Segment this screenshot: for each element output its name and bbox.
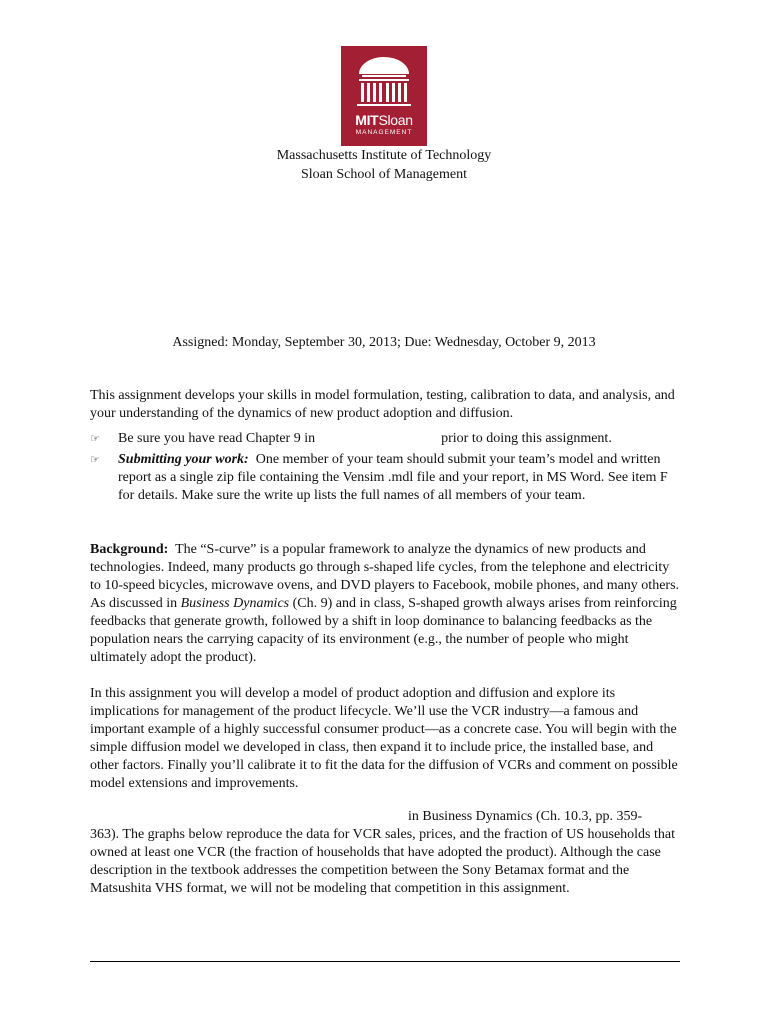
logo-subtitle: MANAGEMENT xyxy=(355,129,413,136)
logo-wordmark: MITSloan xyxy=(355,112,413,128)
assignment-dates: Assigned: Monday, September 30, 2013; Due: Wednesday, October 9, 2013 xyxy=(172,335,596,350)
pointing-hand-icon: ☞ xyxy=(90,432,100,445)
pointing-hand-icon: ☞ xyxy=(90,453,100,466)
assignment-paragraph: In this assignment you will develop a model of product adoption and diffusion and explore its implications for management of the product lifecycle. We’ll use the VCR industry—a famous and important example of a highly successful consumer product—as a concrete case. You will begin with the simple diffusion model we developed in class, then expand it to include price, the installed base, and other factors. Finally you’ll calibrate it to fit the data for the diffusion of VCRs and comment on possible model extensions and improvements. xyxy=(90,686,678,791)
background-paragraph: Background: The “S-curve” is a popular framework to analyze the dynamics of new products and technologies. Indeed, many products go through s-shaped life cycles, from the telephone and electricity to 10-speed bicycles, microwave ovens, and DVD players to Facebook, mobile phones, and many others. As discussed in Business Dynamics (Ch. 9) and in class, S-shaped growth always arises from reinforcing feedbacks that generate growth, followed by a shift in loop dominance to balancing feedbacks as the population nears the carrying capacity of its environment (e.g., the number of people who might ultimately adopt the product). xyxy=(90,542,680,665)
intro-paragraph: This assignment develops your skills in model formulation, testing, calibration to data, and analysis, and your understanding of the dynamics of new product adoption and diffusion. xyxy=(90,388,675,421)
bullet-reading-text: Be sure you have read Chapter 9 in prior to doing this assignment. xyxy=(118,431,612,446)
institution-name: Massachusetts Institute of Technology xyxy=(276,148,492,163)
mit-sloan-logo xyxy=(341,46,427,146)
bullet-submitting-text: Submitting your work: One member of your team should submit your team’s model and written report as a single zip file containing the Vensim .mdl file and your report, in MS Word. See item F for details. Make sure the write up lists the full names of all members of your team. xyxy=(118,452,668,503)
case-paragraph: in Business Dynamics (Ch. 10.3, pp. 359- 363). The graphs below reproduce the data for VCR sales, prices, and the fraction of US households that owned at least one VCR (the fraction of households that have adopted the product). Although the case description in the textbook addresses the competition between the Sony Betamax format and the Matsushita VHS format, we will not be modeling that competition in this assignment. xyxy=(90,809,675,896)
school-name: Sloan School of Management xyxy=(300,167,468,182)
footer-rule xyxy=(90,961,680,962)
